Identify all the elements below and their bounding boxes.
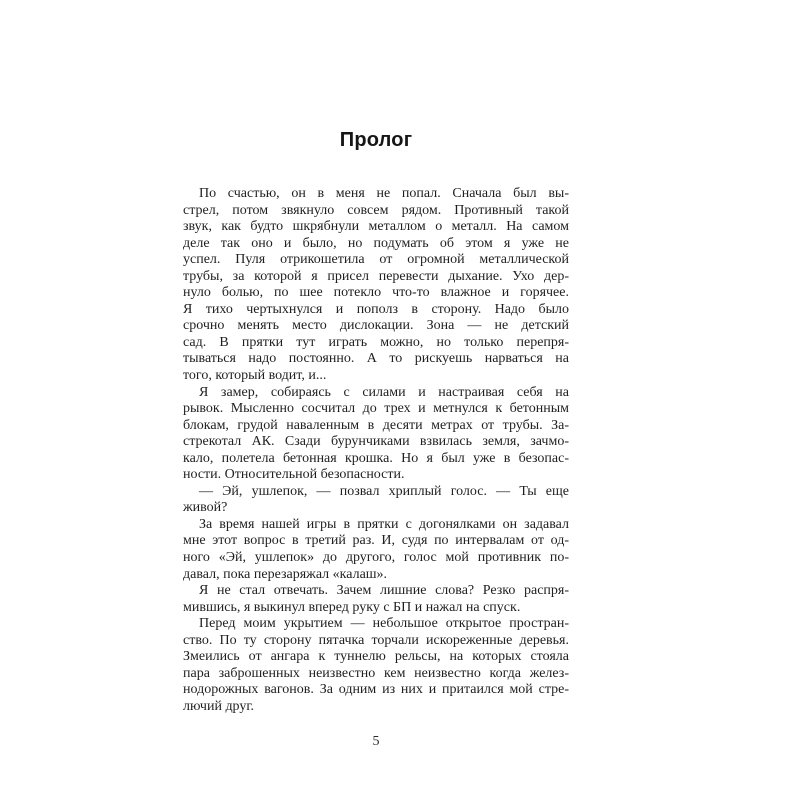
paragraph — [183, 385, 569, 484]
text-line: сад. В прятки тут играть можно, но только перепря- — [183, 334, 569, 350]
text-line: мне этот вопрос в третий раз. И, судя по интервалам от од- — [183, 533, 569, 549]
body-text — [183, 186, 569, 716]
text-line: рывок. Мысленно сосчитал до трех и метнулся к бетонным — [183, 401, 569, 417]
paragraph — [183, 517, 569, 583]
text-line: живой? — [183, 500, 228, 516]
text-line: стрел, потом звякнуло совсем рядом. Противный такой — [183, 202, 569, 218]
text-line: По счастью, он в меня не попал. Сначала был вы- — [199, 186, 569, 201]
text-line: мившись, я выкинул вперед руку с БП и нажал на спуск. — [183, 599, 521, 615]
text-line: звук, как будто шкрябнули металлом о металл. На самом — [183, 219, 569, 235]
text-line: Змеились от ангара к туннелю рельсы, на которых стояла — [183, 649, 569, 665]
paragraph — [183, 484, 569, 517]
text-line: ного «Эй, ушлепок» до другого, голос мой противник по- — [183, 550, 569, 566]
text-line: нодорожных вагонов. За одним из них и притаился мой стре- — [183, 682, 569, 698]
text-line: Я замер, собираясь с силами и настраивая себя на — [199, 384, 569, 400]
text-line: Перед моим укрытием — небольшое открытое простран- — [199, 616, 569, 632]
text-line: блокам, грудой наваленным в десяти метрах от трубы. За- — [183, 417, 569, 433]
text-line: Я тихо чертыхнулся и пополз в сторону. Надо было — [183, 301, 569, 317]
text-line: успел. Пуля отрикошетила от огромной металлической — [183, 252, 569, 268]
text-line: деле так оно и было, но подумать об этом я уже не — [183, 235, 569, 251]
text-line: того, который водит, и... — [183, 368, 327, 384]
text-line: давал, пока перезаряжал «калаш». — [183, 566, 388, 582]
text-line: тываться надо постоянно. А то рискуешь нарваться на — [183, 351, 569, 367]
text-line: нуло болью, по шее потекло что-то влажное и горячее. — [183, 285, 569, 301]
text-line: ности. Относительной безопасности. — [183, 467, 405, 483]
text-line: — Эй, ушлепок, — позвал хриплый голос. — Ты еще — [199, 483, 569, 499]
text-line: Я не стал отвечать. Зачем лишние слова? Резко распря- — [199, 583, 569, 599]
text-line: лючий друг. — [183, 698, 255, 714]
text-line: стрекотал АК. Сзади бурунчиками взвилась земля, зачмо- — [183, 434, 569, 450]
text-line: трубы, за которой я присел перевести дыхание. Ухо дер- — [183, 268, 569, 284]
text-line: кало, полетела бетонная крошка. Но я был уже в безопас- — [183, 450, 569, 466]
text-line: ство. По ту сторону пятачка торчали искореженные деревья. — [183, 632, 569, 648]
text-line: срочно менять место дислокации. Зона — не детский — [183, 318, 569, 334]
text-line: пара заброшенных неизвестно кем неизвестно когда желез- — [183, 665, 569, 681]
paragraph — [183, 186, 569, 385]
page-number: 5 — [372, 734, 380, 749]
paragraph — [183, 616, 569, 715]
chapter-title: Пролог — [339, 129, 413, 151]
text-line: За время нашей игры в прятки с догонялками он задавал — [199, 516, 569, 532]
paragraph — [183, 583, 569, 616]
